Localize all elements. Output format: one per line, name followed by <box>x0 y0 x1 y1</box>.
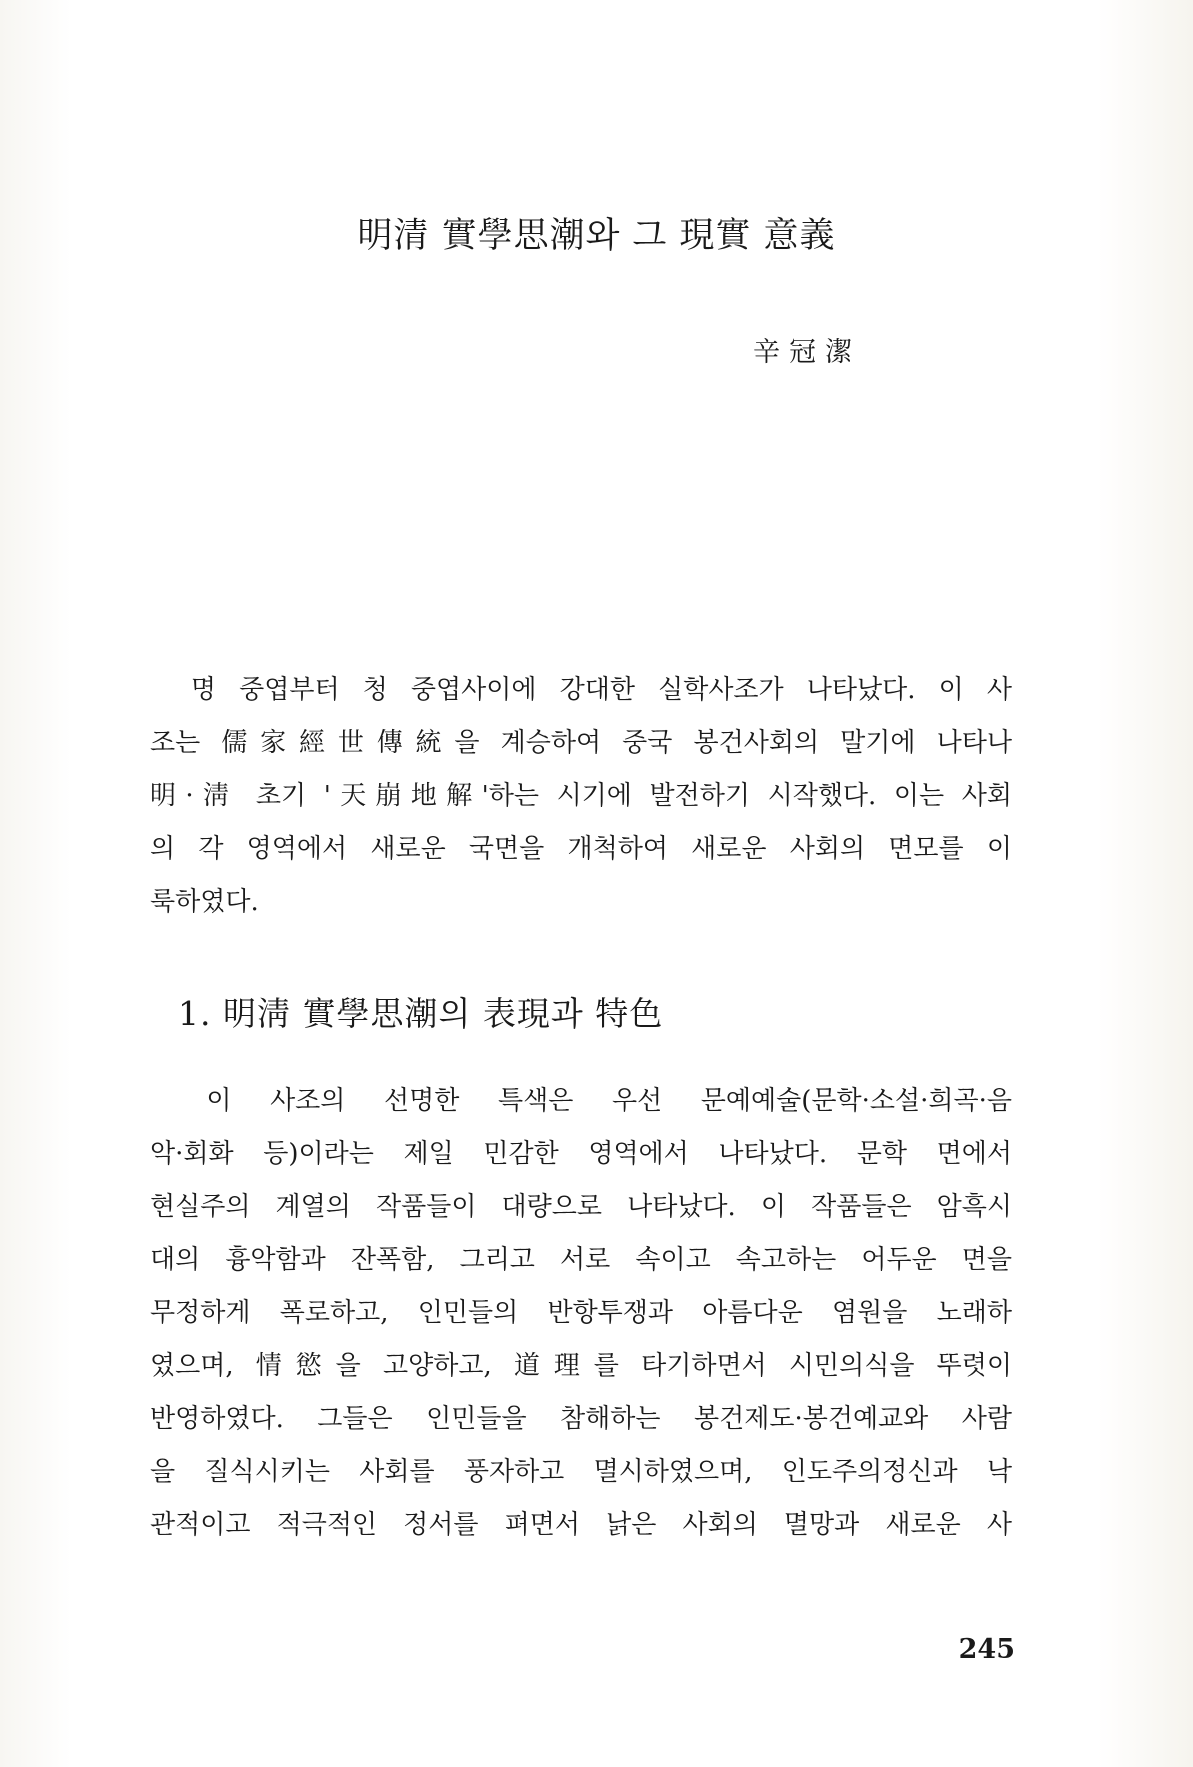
text-line: 관적이고 적극적인 정서를 펴면서 낡은 사회의 멸망과 새로운 사 <box>150 1510 1012 1540</box>
text-line: 악·회화 등)이라는 제일 민감한 영역에서 나타났다. 문학 면에서 <box>150 1139 1012 1169</box>
section-heading: 1. 明淸 實學思潮의 表現과 特色 <box>178 994 664 1033</box>
body-paragraph <box>150 1075 1012 1552</box>
text-line: 조는 儒家經世傳統을 계승하여 중국 봉건사회의 말기에 나타나 <box>150 728 1012 758</box>
text-line: 明·淸 초기 '天崩地解'하는 시기에 발전하기 시작했다. 이는 사회 <box>150 781 1012 811</box>
text-line: 이 사조의 선명한 특색은 우선 문예예술(문학·소설·희곡·음 <box>150 1086 1012 1116</box>
text-line: 반영하였다. 그들은 인민들을 참해하는 봉건제도·봉건예교와 사람 <box>150 1404 1012 1434</box>
page-number: 245 <box>958 1634 1015 1665</box>
text-line: 였으며, 情慾을 고양하고, 道理를 타기하면서 시민의식을 뚜렷이 <box>150 1351 1012 1381</box>
text-line: 대의 흉악함과 잔폭함, 그리고 서로 속이고 속고하는 어두운 면을 <box>150 1245 1012 1275</box>
text-line: 룩하였다. <box>150 887 259 917</box>
text-line: 을 질식시키는 사회를 풍자하고 멸시하였으며, 인도주의정신과 낙 <box>150 1457 1012 1487</box>
text-line: 무정하게 폭로하고, 인민들의 반항투쟁과 아름다운 염원을 노래하 <box>150 1298 1012 1328</box>
text-line: 의 각 영역에서 새로운 국면을 개척하여 새로운 사회의 면모를 이 <box>150 834 1012 864</box>
text-line: 명 중엽부터 청 중엽사이에 강대한 실학사조가 나타났다. 이 사 <box>150 675 1012 705</box>
article-title: 明清 實學思潮와 그 現實 意義 <box>357 216 836 256</box>
author-name: 辛冠潔 <box>753 337 861 368</box>
intro-paragraph <box>150 664 1012 929</box>
text-line: 현실주의 계열의 작품들이 대량으로 나타났다. 이 작품들은 암흑시 <box>150 1192 1012 1222</box>
